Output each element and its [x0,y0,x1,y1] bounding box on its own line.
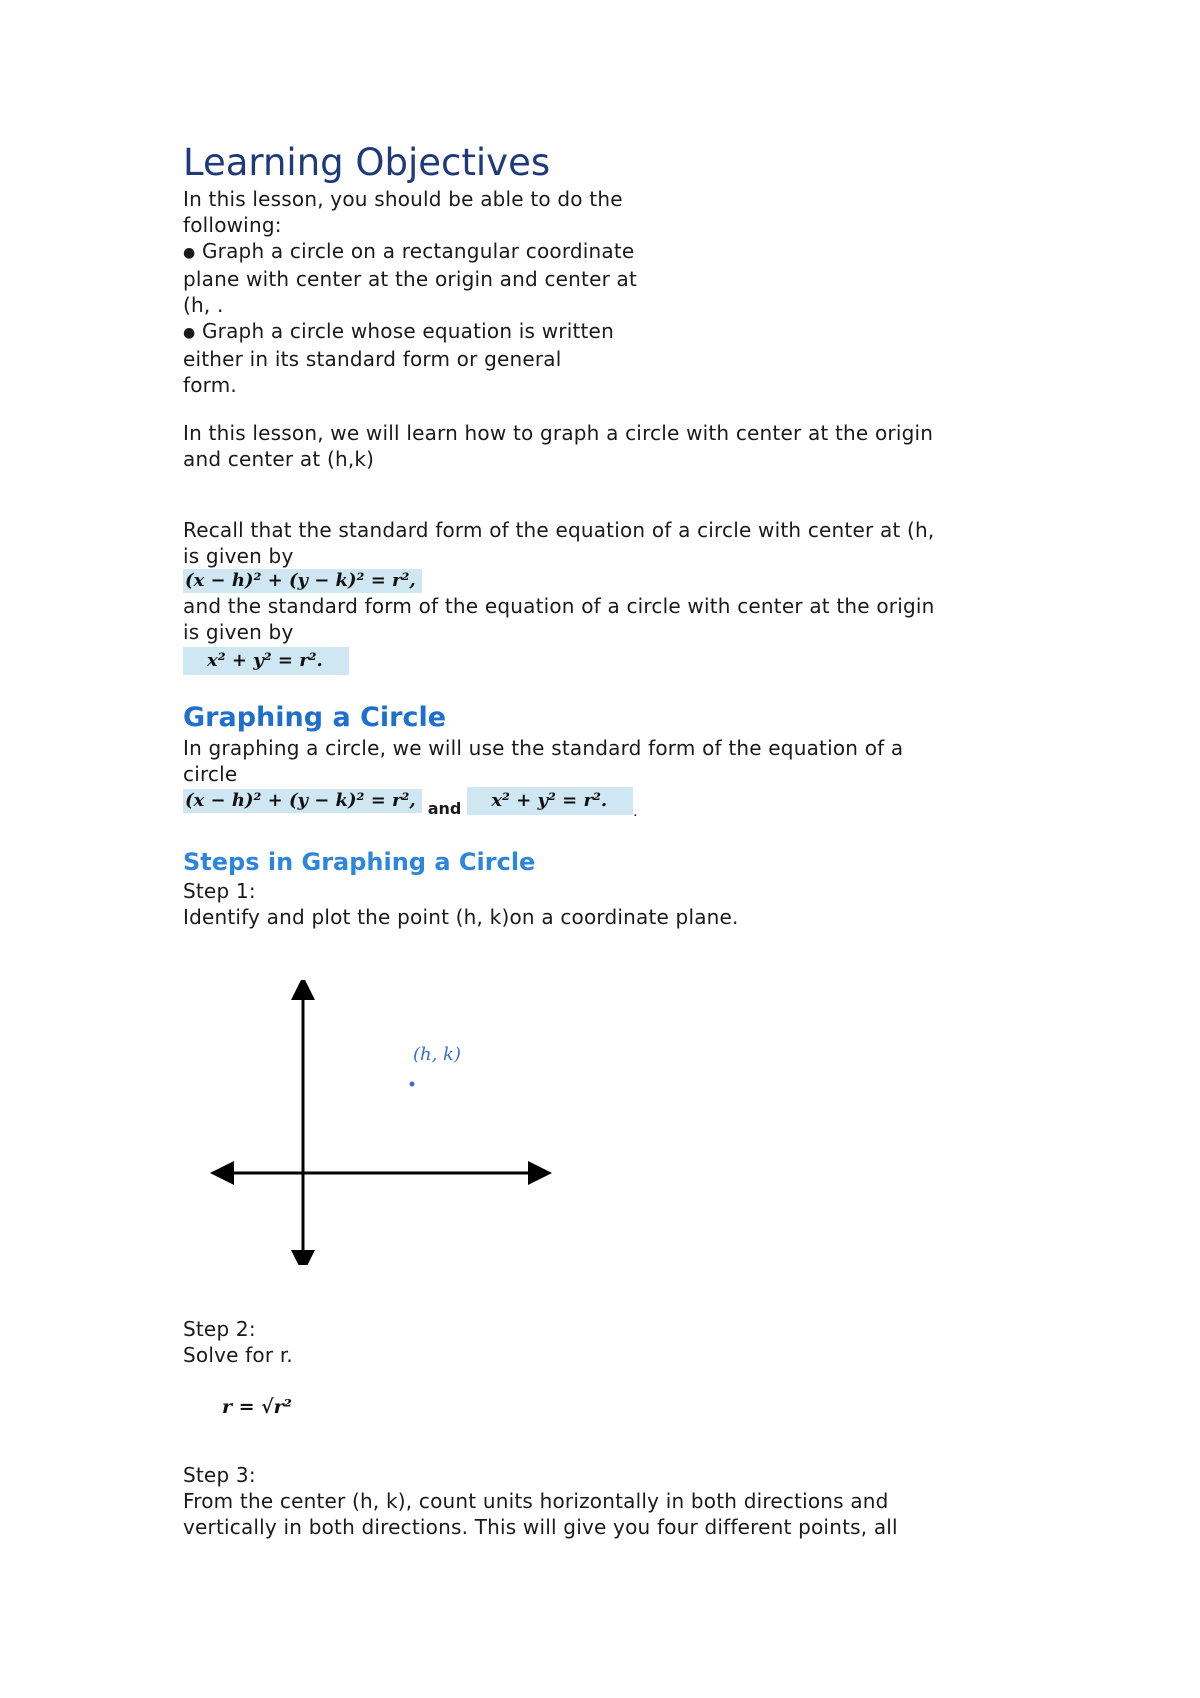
intro-line-2: following: [183,213,282,237]
radius-equation: r = √r² [222,1396,292,1418]
bullet-1-line-1: ● Graph a circle on a rectangular coordinate [183,239,635,263]
recall-line-1: Recall that the standard form of the equation of a circle with center at (h, [183,518,935,542]
step-3-label: Step 3: [183,1463,256,1487]
bullet-2-line-2: either in its standard form or general [183,347,562,371]
step-1-text: Identify and plot the point (h, k)on a coordinate plane. [183,905,739,929]
bullet-icon: ● [183,325,196,341]
bullet-icon: ● [183,245,196,261]
bullet-2-line-1: ● Graph a circle whose equation is written [183,319,614,343]
bullet-2-line-3: form. [183,373,237,397]
and-word: and [427,799,462,818]
lesson-intro-line-1: In this lesson, we will learn how to graph a circle with center at the origin [183,421,934,445]
step-1-label: Step 1: [183,879,256,903]
learning-objectives-title: Learning Objectives [183,141,551,184]
step-3-line-2: vertically in both directions. This will give you four different points, all [183,1515,898,1539]
step-2-block [183,1316,1063,1368]
document-body [183,140,1063,930]
standard-form-equation-2: (x − h)² + (y − k)² = r², [183,789,422,813]
step-3-block [183,1462,1063,1540]
steps-heading: Steps in Graphing a Circle [183,848,536,876]
step-2-text: Solve for r. [183,1343,293,1367]
center-point [410,1082,415,1087]
standard-form-equation: (x − h)² + (y − k)² = r², [183,569,422,593]
recall-line-4: is given by [183,620,294,644]
origin-form-equation: x² + y² = r². [183,647,349,675]
origin-form-equation-2: x² + y² = r². [467,787,633,815]
bullet-1-line-2: plane with center at the origin and center at [183,267,638,291]
center-point-label: (h, k) [413,1044,461,1065]
lesson-intro-line-2: and center at (h,k) [183,447,375,471]
step-3-line-1: From the center (h, k), count units horizontally in both directions and [183,1489,889,1513]
recall-line-2: is given by [183,544,294,568]
coordinate-plane-figure [210,980,560,1265]
bullet-1-line-3: (h, . [183,293,224,317]
recall-line-3: and the standard form of the equation of a circle with center at the origin [183,594,935,618]
trailing-period: . [633,804,638,820]
intro-line-1: In this lesson, you should be able to do the [183,187,623,211]
graphing-heading: Graphing a Circle [183,702,447,733]
graphing-line-1: In graphing a circle, we will use the standard form of the equation of a [183,736,904,760]
step-2-label: Step 2: [183,1317,256,1341]
graphing-line-2: circle [183,762,238,786]
equation-row [183,787,1063,820]
